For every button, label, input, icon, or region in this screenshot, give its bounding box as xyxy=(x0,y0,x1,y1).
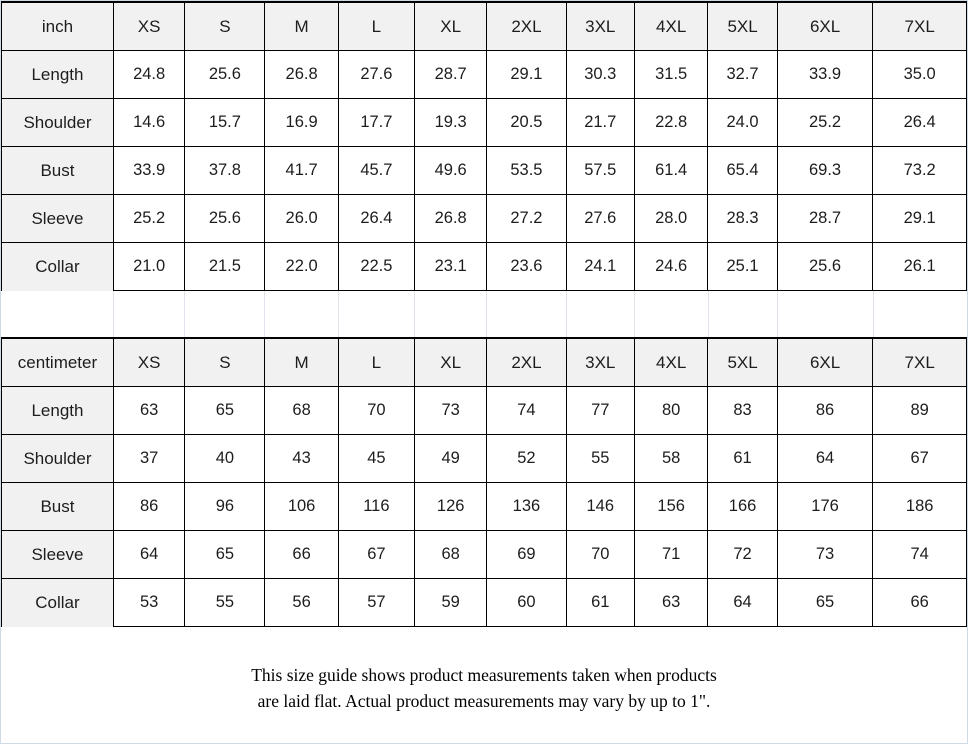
measurement-value-cell: 24.1 xyxy=(566,243,635,291)
measurement-value-cell: 59 xyxy=(415,579,487,627)
measurement-value-cell: 30.3 xyxy=(566,51,635,99)
size-header-cell: S xyxy=(185,338,265,387)
measurement-row xyxy=(2,483,967,531)
spacer-cell xyxy=(265,291,338,337)
measurement-value-cell: 64 xyxy=(708,579,777,627)
measurement-value-cell: 26.4 xyxy=(338,195,414,243)
size-header-cell: M xyxy=(265,2,338,51)
measurement-value-cell: 68 xyxy=(415,531,487,579)
size-header-cell: L xyxy=(338,338,414,387)
measurement-value-cell: 74 xyxy=(487,387,566,435)
measurement-value-cell: 35.0 xyxy=(873,51,967,99)
note-line-1: This size guide shows product measurements taken when products xyxy=(251,665,717,685)
measurement-value-cell: 70 xyxy=(566,531,635,579)
measurement-value-cell: 55 xyxy=(185,579,265,627)
measurement-value-cell: 33.9 xyxy=(113,147,184,195)
measurement-value-cell: 69.3 xyxy=(777,147,873,195)
size-header-cell: 3XL xyxy=(566,338,635,387)
measurement-label-cell: Collar xyxy=(2,579,114,627)
measurement-value-cell: 28.3 xyxy=(708,195,777,243)
measurement-value-cell: 89 xyxy=(873,387,967,435)
table-spacer xyxy=(1,291,967,337)
measurement-value-cell: 49 xyxy=(415,435,487,483)
measurement-value-cell: 58 xyxy=(635,435,708,483)
measurement-value-cell: 25.2 xyxy=(777,99,873,147)
measurement-value-cell: 28.7 xyxy=(415,51,487,99)
spacer-cell xyxy=(708,291,778,337)
measurement-label-cell: Shoulder xyxy=(2,435,114,483)
measurement-value-cell: 32.7 xyxy=(708,51,777,99)
measurement-label-cell: Sleeve xyxy=(2,195,114,243)
measurement-value-cell: 56 xyxy=(265,579,338,627)
measurement-value-cell: 61 xyxy=(708,435,777,483)
measurement-value-cell: 27.2 xyxy=(487,195,566,243)
size-header-cell: 4XL xyxy=(635,338,708,387)
spacer-cell xyxy=(113,291,184,337)
measurement-value-cell: 24.6 xyxy=(635,243,708,291)
measurement-value-cell: 40 xyxy=(185,435,265,483)
measurement-value-cell: 31.5 xyxy=(635,51,708,99)
size-header-cell: XL xyxy=(415,2,487,51)
measurement-value-cell: 65 xyxy=(185,387,265,435)
measurement-value-cell: 156 xyxy=(635,483,708,531)
measurement-value-cell: 106 xyxy=(265,483,338,531)
size-header-cell: M xyxy=(265,338,338,387)
measurement-row xyxy=(2,51,967,99)
measurement-value-cell: 86 xyxy=(777,387,873,435)
measurement-value-cell: 21.7 xyxy=(566,99,635,147)
spacer-cell xyxy=(635,291,708,337)
size-header-cell: 2XL xyxy=(487,2,566,51)
measurement-value-cell: 29.1 xyxy=(487,51,566,99)
measurement-row xyxy=(2,579,967,627)
size-header-cell: 7XL xyxy=(873,338,967,387)
measurement-value-cell: 43 xyxy=(265,435,338,483)
measurement-value-cell: 66 xyxy=(265,531,338,579)
measurement-value-cell: 49.6 xyxy=(415,147,487,195)
size-header-cell: S xyxy=(185,2,265,51)
measurement-value-cell: 57.5 xyxy=(566,147,635,195)
measurement-value-cell: 14.6 xyxy=(113,99,184,147)
measurement-label-cell: Bust xyxy=(2,483,114,531)
spacer-cell xyxy=(566,291,635,337)
spacer-cell xyxy=(338,291,414,337)
size-header-cell: XL xyxy=(415,338,487,387)
measurement-value-cell: 53.5 xyxy=(487,147,566,195)
measurement-value-cell: 23.6 xyxy=(487,243,566,291)
spacer-cell xyxy=(487,291,566,337)
measurement-value-cell: 25.1 xyxy=(708,243,777,291)
measurement-value-cell: 22.5 xyxy=(338,243,414,291)
measurement-value-cell: 61.4 xyxy=(635,147,708,195)
measurement-value-cell: 73 xyxy=(777,531,873,579)
measurement-label-cell: Sleeve xyxy=(2,531,114,579)
measurement-value-cell: 26.8 xyxy=(265,51,338,99)
measurement-value-cell: 27.6 xyxy=(338,51,414,99)
measurement-value-cell: 116 xyxy=(338,483,414,531)
measurement-value-cell: 166 xyxy=(708,483,777,531)
measurement-value-cell: 26.4 xyxy=(873,99,967,147)
measurement-row xyxy=(2,387,967,435)
unit-header-cell: inch xyxy=(2,2,114,51)
measurement-value-cell: 45.7 xyxy=(338,147,414,195)
measurement-value-cell: 21.0 xyxy=(113,243,184,291)
measurement-value-cell: 25.6 xyxy=(185,195,265,243)
size-header-cell: XS xyxy=(113,2,184,51)
measurement-label-cell: Length xyxy=(2,387,114,435)
measurement-value-cell: 53 xyxy=(113,579,184,627)
measurement-value-cell: 86 xyxy=(113,483,184,531)
measurement-value-cell: 70 xyxy=(338,387,414,435)
measurement-value-cell: 52 xyxy=(487,435,566,483)
size-header-cell: 6XL xyxy=(777,338,873,387)
measurement-value-cell: 176 xyxy=(777,483,873,531)
size-header-cell: 5XL xyxy=(708,2,777,51)
size-header-cell: 5XL xyxy=(708,338,777,387)
spacer-cell xyxy=(414,291,486,337)
measurement-value-cell: 41.7 xyxy=(265,147,338,195)
size-header-cell: XS xyxy=(113,338,184,387)
spacer-cell xyxy=(1,291,113,337)
measurement-value-cell: 23.1 xyxy=(415,243,487,291)
measurement-value-cell: 37 xyxy=(113,435,184,483)
size-header-cell: 2XL xyxy=(487,338,566,387)
size-header-row xyxy=(2,2,967,51)
spacer-row xyxy=(1,291,967,337)
measurement-value-cell: 25.6 xyxy=(185,51,265,99)
measurement-label-cell: Length xyxy=(2,51,114,99)
measurement-row xyxy=(2,99,967,147)
measurement-value-cell: 28.0 xyxy=(635,195,708,243)
measurement-value-cell: 15.7 xyxy=(185,99,265,147)
measurement-value-cell: 28.7 xyxy=(777,195,873,243)
measurement-value-cell: 55 xyxy=(566,435,635,483)
measurement-value-cell: 67 xyxy=(873,435,967,483)
measurement-value-cell: 20.5 xyxy=(487,99,566,147)
spacer-cell xyxy=(873,291,967,337)
measurement-value-cell: 60 xyxy=(487,579,566,627)
measurement-value-cell: 65.4 xyxy=(708,147,777,195)
measurement-value-cell: 24.8 xyxy=(113,51,184,99)
measurement-value-cell: 29.1 xyxy=(873,195,967,243)
size-table-inch xyxy=(1,1,967,291)
measurement-value-cell: 21.5 xyxy=(185,243,265,291)
measurement-value-cell: 33.9 xyxy=(777,51,873,99)
measurement-row xyxy=(2,195,967,243)
measurement-value-cell: 26.1 xyxy=(873,243,967,291)
measurement-value-cell: 68 xyxy=(265,387,338,435)
measurement-value-cell: 64 xyxy=(113,531,184,579)
measurement-value-cell: 27.6 xyxy=(566,195,635,243)
measurement-value-cell: 26.0 xyxy=(265,195,338,243)
measurement-row xyxy=(2,147,967,195)
size-guide-note xyxy=(1,627,967,714)
measurement-value-cell: 186 xyxy=(873,483,967,531)
measurement-label-cell: Collar xyxy=(2,243,114,291)
measurement-value-cell: 63 xyxy=(635,579,708,627)
size-header-cell: 4XL xyxy=(635,2,708,51)
size-header-cell: 7XL xyxy=(873,2,967,51)
size-header-cell: 3XL xyxy=(566,2,635,51)
size-header-cell: 6XL xyxy=(777,2,873,51)
measurement-value-cell: 17.7 xyxy=(338,99,414,147)
size-header-row xyxy=(2,338,967,387)
measurement-value-cell: 45 xyxy=(338,435,414,483)
measurement-value-cell: 24.0 xyxy=(708,99,777,147)
note-line-2: are laid flat. Actual product measurements may vary by up to 1". xyxy=(257,691,711,711)
measurement-label-cell: Shoulder xyxy=(2,99,114,147)
measurement-value-cell: 64 xyxy=(777,435,873,483)
measurement-value-cell: 22.0 xyxy=(265,243,338,291)
measurement-value-cell: 63 xyxy=(113,387,184,435)
measurement-value-cell: 65 xyxy=(777,579,873,627)
measurement-value-cell: 16.9 xyxy=(265,99,338,147)
measurement-value-cell: 25.2 xyxy=(113,195,184,243)
size-header-cell: L xyxy=(338,2,414,51)
measurement-value-cell: 146 xyxy=(566,483,635,531)
size-table-centimeter xyxy=(1,337,967,627)
measurement-label-cell: Bust xyxy=(2,147,114,195)
measurement-row xyxy=(2,435,967,483)
measurement-value-cell: 126 xyxy=(415,483,487,531)
measurement-value-cell: 57 xyxy=(338,579,414,627)
measurement-value-cell: 65 xyxy=(185,531,265,579)
measurement-row xyxy=(2,531,967,579)
measurement-value-cell: 19.3 xyxy=(415,99,487,147)
measurement-value-cell: 80 xyxy=(635,387,708,435)
measurement-value-cell: 73 xyxy=(415,387,487,435)
measurement-value-cell: 72 xyxy=(708,531,777,579)
measurement-value-cell: 83 xyxy=(708,387,777,435)
measurement-value-cell: 61 xyxy=(566,579,635,627)
measurement-value-cell: 96 xyxy=(185,483,265,531)
spacer-cell xyxy=(778,291,874,337)
measurement-value-cell: 37.8 xyxy=(185,147,265,195)
measurement-value-cell: 25.6 xyxy=(777,243,873,291)
measurement-value-cell: 71 xyxy=(635,531,708,579)
measurement-value-cell: 66 xyxy=(873,579,967,627)
spacer-cell xyxy=(185,291,265,337)
unit-header-cell: centimeter xyxy=(2,338,114,387)
measurement-value-cell: 74 xyxy=(873,531,967,579)
measurement-value-cell: 26.8 xyxy=(415,195,487,243)
measurement-value-cell: 22.8 xyxy=(635,99,708,147)
measurement-value-cell: 67 xyxy=(338,531,414,579)
measurement-value-cell: 69 xyxy=(487,531,566,579)
measurement-value-cell: 136 xyxy=(487,483,566,531)
measurement-value-cell: 73.2 xyxy=(873,147,967,195)
measurement-value-cell: 77 xyxy=(566,387,635,435)
measurement-row xyxy=(2,243,967,291)
